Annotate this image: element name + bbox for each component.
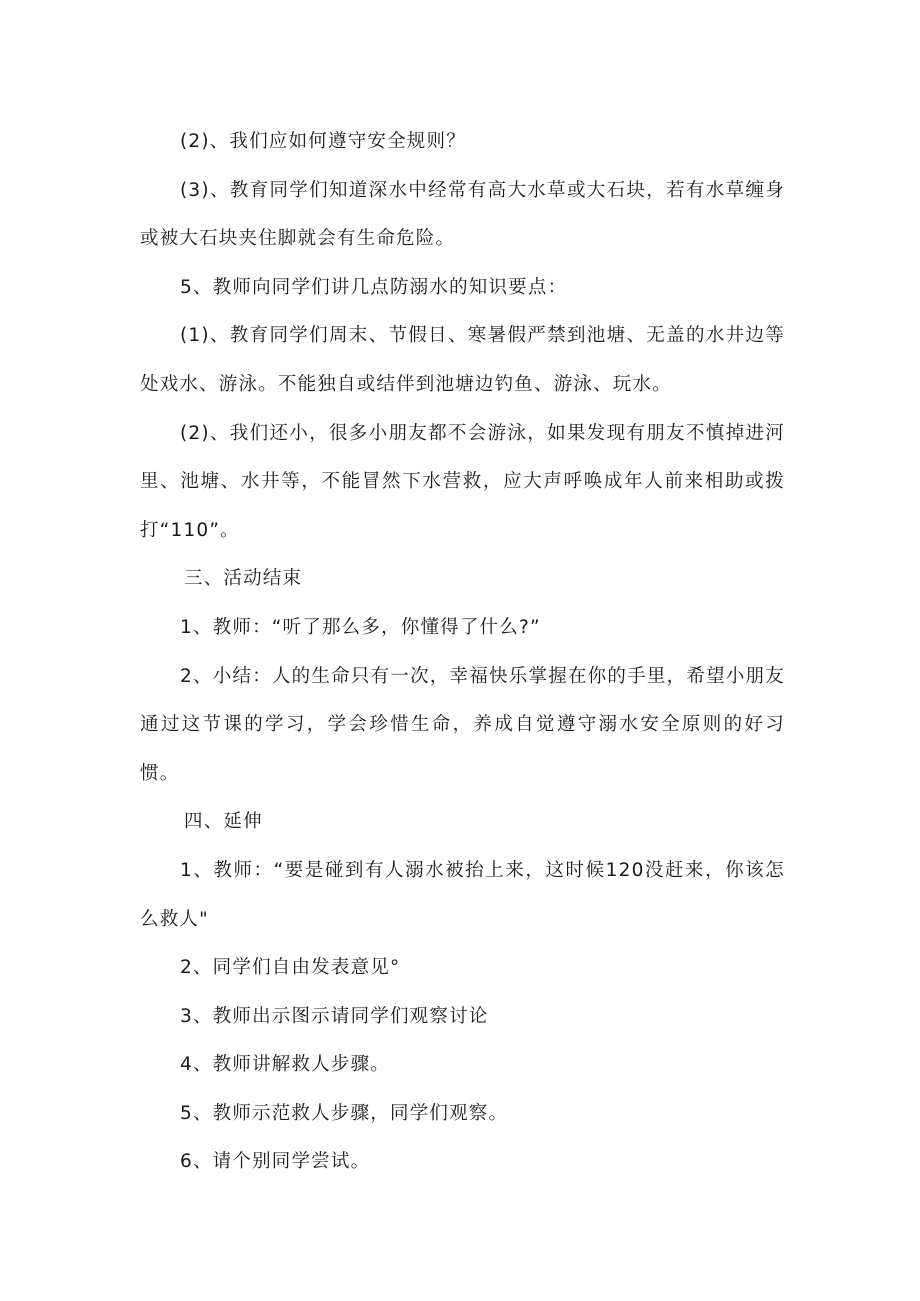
document-body [140,118,785,1187]
paragraph-teacher-question: 1、教师：“听了那么多，你懂得了什么?” [180,616,541,638]
paragraph-opinions: 2、同学们自由发表意见° [180,957,401,979]
paragraph-teacher-rescue: 1、教师：“要是碰到有人溺水被抬上来，这时候120没赶来，你该怎么救人" [140,859,785,930]
paragraph-demonstrate: 5、教师示范救人步骤，同学们观察。 [180,1102,509,1124]
section-heading-extension: 四、延伸 [184,811,263,833]
paragraph-call-for-help: (2)、我们还小，很多小朋友都不会游泳，如果发现有朋友不慎掉进河里、池塘、水井等，不能冒然下水营救，应大声呼唤成年人前来相助或拨打“110”。 [140,422,785,541]
paragraph-rules-question: (2)、我们应如何遵守安全规则？ [180,131,466,152]
paragraph-show-pictures: 3、教师出示图示请同学们观察讨论 [180,1005,489,1027]
paragraph-deep-water: (3)、教育同学们知道深水中经常有高大水草或大石块，若有水草缠身或被大石块夹住脚就会有生命危险。 [140,179,785,250]
section-heading-activity-end: 三、活动结束 [184,568,303,590]
paragraph-student-try: 6、请个别同学尝试。 [180,1151,371,1173]
paragraph-knowledge-points: 5、教师向同学们讲几点防溺水的知识要点： [180,276,568,298]
paragraph-summary: 2、小结：人的生命只有一次，幸福快乐掌握在你的手里，希望小朋友通过这节课的学习，学会珍惜生命，养成自觉遵守溺水安全原则的好习惯。 [140,665,785,784]
paragraph-holidays: (1)、教育同学们周末、节假日、寒暑假严禁到池塘、无盖的水井边等处戏水、游泳。不能独自或结伴到池塘边钓鱼、游泳、玩水。 [140,325,785,395]
paragraph-explain-steps: 4、教师讲解救人步骤。 [180,1054,390,1076]
